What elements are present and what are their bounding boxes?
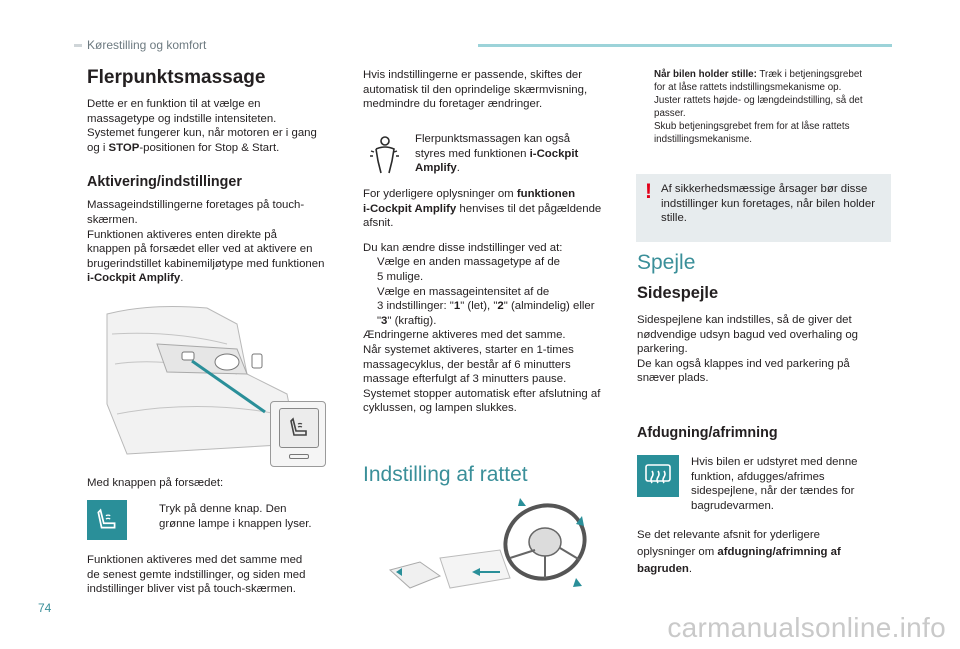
step-item: Skub betjeningsgrebet frem for at låse rattets indstillingsmekanisme. xyxy=(654,121,850,145)
massage-outro: Funktionen aktiveres med det samme med de senest gemte indstillinger, og siden med indstillinger bliver vist på touch-skærmen. xyxy=(87,554,306,596)
mirrors-heading: Spejle xyxy=(637,251,696,274)
bullet-item: Vælge en massageintensitet af de 3 indstillinger: "1" (let), "2" (almindelig) eller "3" (kraftig). xyxy=(377,285,595,327)
step-item: Juster rattets højde- og længdeindstilling, så det passer. xyxy=(654,95,863,119)
cycle-text: Ændringerne aktiveres med det samme. Når systemet aktiveres, starter en 1-times massagecyklus, der består af 6 minutters massage efterfulgt af 3 minutters pause. Systemet stopper automatisk efter afslutning af cyklussen, og lampen slukkes. xyxy=(363,329,601,415)
warning-text: Af sikkerhedsmæssige årsager bør disse indstillinger kun foretages, når bilen holder stille. xyxy=(661,183,876,225)
section-label: Kørestilling og komfort xyxy=(87,38,207,52)
massage-person-icon xyxy=(368,135,402,175)
massage-intro: Dette er en funktion til at vælge en massagetype og indstille intensiteten. Systemet fungerer kun, når motoren er i gang og i STOP-positionen for Stop & Start. xyxy=(87,98,317,154)
seat-button-section xyxy=(87,476,347,491)
side-mirrors-heading: Sidespejle xyxy=(637,284,719,302)
column-massage xyxy=(87,66,347,286)
column-massage-settings xyxy=(363,187,625,416)
indicator-lamp xyxy=(289,454,309,459)
seat-button-label: Med knappen på forsædet: xyxy=(87,477,224,489)
page-number: 74 xyxy=(38,601,52,615)
warning-icon: ! xyxy=(645,180,652,203)
steering-heading: Indstilling af rattet xyxy=(363,463,528,486)
rear-defrost-icon xyxy=(637,455,679,497)
change-settings-intro: Du kan ændre disse indstillinger ved at: xyxy=(363,241,563,254)
defrost-heading: Afdugning/afrimning xyxy=(637,424,778,441)
steering-section xyxy=(363,462,625,488)
safety-warning xyxy=(636,174,891,242)
mirrors-section xyxy=(637,250,895,443)
bullet-marker xyxy=(145,502,159,531)
more-info-text: For yderligere oplysninger om funktionen i-Cockpit Amplify henvises til det pågældende afsnit. xyxy=(363,188,602,230)
auto-return-text: Hvis indstillingerne er passende, skiftes der automatisk til den oprindelige skærmvisning, medmindre du foretager ændringer. xyxy=(363,69,588,111)
see-also-text: Se det relevante afsnit for yderligere oplysninger om afdugning/afrimning af bagruden. xyxy=(637,529,841,575)
activation-text: Massageindstillingerne foretages på touch- skærmen. Funktionen aktiveres enten direkte på knappen på forsædet eller ved at aktivere en brugerindstillet kabinemiljøtype med funktionen i-Cockpit Amplify. xyxy=(87,199,325,285)
defrost-text: Hvis bilen er udstyret med denne funktion, afdugges/afrimes sidespejlene, når der tændes for bagrudevarmen. xyxy=(691,456,858,512)
header-rule-right xyxy=(478,44,892,47)
massage-title: Flerpunktsmassage xyxy=(87,67,266,88)
activation-heading: Aktivering/indstillinger xyxy=(87,174,242,191)
steering-steps xyxy=(640,68,895,146)
cockpit-note: Flerpunktsmassagen kan også styres med funktionen i-Cockpit Amplify. xyxy=(415,133,579,175)
column-massage-continued xyxy=(363,68,623,112)
watermark: carmanualsonline.info xyxy=(667,612,946,643)
seat-massage-icon xyxy=(279,408,319,448)
header-rule-left xyxy=(74,44,82,47)
side-mirrors-text: Sidespejlene kan indstilles, så de giver det nødvendige udsyn bagud ved overhaling og parkering. De kan også klappes ind ved parkering på snæver plads. xyxy=(637,314,859,385)
step-item: Når bilen holder stille: Træk i betjeningsgrebet for at låse rattets indstillingsmekanisme op. xyxy=(654,69,862,93)
press-instruction: Tryk på denne knap. Den grønne lampe i knappen lyser. xyxy=(145,502,345,531)
steering-wheel-illustration xyxy=(380,498,600,594)
seat-illustration xyxy=(87,304,327,466)
bullet-item: Vælge en anden massagetype af de 5 mulige. xyxy=(377,256,561,283)
seat-massage-icon xyxy=(87,500,127,540)
massage-button-closeup xyxy=(270,401,326,467)
